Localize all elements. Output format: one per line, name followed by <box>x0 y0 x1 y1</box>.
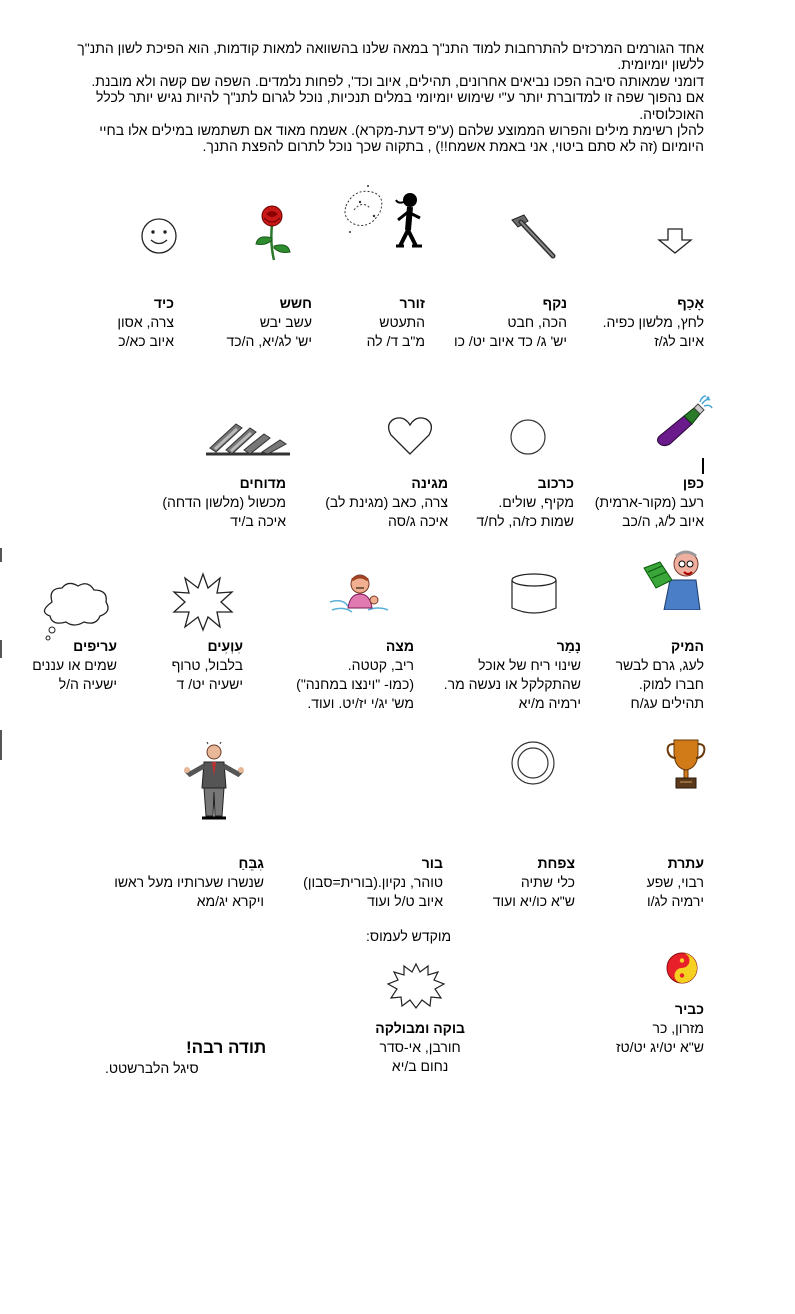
entry-source: איכה ג/סה <box>388 513 448 529</box>
entry-source: נחום ב/יא <box>391 1058 449 1074</box>
arrow-down-icon <box>655 228 695 254</box>
entry-zorer <box>367 294 425 351</box>
entry-word: כפן <box>682 475 704 491</box>
entry-meaning: לעג, גרם לבשר <box>615 657 704 673</box>
entry-meaning: טוהר, נקיון.(בורית=סבון) <box>303 874 443 890</box>
cloud-icon <box>38 580 112 644</box>
margin-mark <box>0 548 2 562</box>
entry-meaning: צרה, כאב (מגינת לב) <box>325 494 448 510</box>
entry-meaning: כלי שתיה <box>520 874 575 890</box>
entry-source: איוב ט/ל ועוד <box>367 893 443 909</box>
entry-meaning-cont: חברו למוק. <box>638 676 704 692</box>
entry-namar <box>444 637 581 713</box>
entry-word: כיד <box>153 295 174 311</box>
burst-icon <box>386 962 446 1010</box>
yin-yang-icon <box>666 952 698 984</box>
entry-word: מגינה <box>411 475 448 491</box>
dominoes-icon <box>206 418 290 458</box>
entry-source: שמות כז/ה, לח/ד <box>476 513 574 529</box>
entry-word: המיק <box>670 638 704 654</box>
entry-megina <box>325 474 448 531</box>
entry-meaning: שנשרו שערותיו מעל ראשו <box>114 874 264 890</box>
entry-meaning-cont: (כמו- "וינצו במחנה") <box>296 676 414 692</box>
entry-meaning: התעטש <box>379 314 425 330</box>
entry-source: מ"ב ד/ לה <box>366 333 425 349</box>
entry-kabir <box>616 1000 704 1057</box>
entry-word: נקף <box>542 295 567 311</box>
entry-kefen <box>595 474 704 531</box>
entry-meaning: רעב (מקור-ארמית) <box>594 494 704 510</box>
champagne-icon <box>654 394 714 450</box>
entry-source: יש' לג/יא, ה/כד <box>226 333 312 349</box>
entry-gibeach <box>114 854 264 911</box>
entry-meaning: בלבול, טרוף <box>171 657 243 673</box>
intro-paragraph: להלן רשימת מילים והפרוש הממוצע שלהם (ע"פ דעת-מקרא). אשמח מאוד אם תשתמשו במילים אלו בחיי היומיום (זה לא סתם ביטוי, אני באמת אשמח!!) , בתקוה שכך נוכל לתרום להפצת התנך. <box>99 122 704 155</box>
entry-hashash <box>227 294 312 351</box>
entry-word: צפחת <box>537 855 575 871</box>
entry-meaning: מכשול (מלשון הדחה) <box>162 494 286 510</box>
entry-source: ירמיה מ/יא <box>518 695 581 711</box>
heart-icon <box>386 416 434 456</box>
entry-matza <box>296 637 414 713</box>
circle-icon <box>509 418 547 456</box>
intro-paragraph: אחד הגורמים המרכזים להתרחבות למוד התנ"ך במאה שלנו בהשוואה למאות קודמות, הוא הפיכת לשון התנ"ך ללשון יומיומית. <box>77 40 704 73</box>
entry-word: מדוחים <box>239 475 286 491</box>
entry-meaning: הכה, חבט <box>507 314 567 330</box>
entry-source: ש"א יט/יג יט/טז <box>615 1039 704 1055</box>
entry-word: חשש <box>279 295 312 311</box>
entry-madukhim <box>162 474 286 531</box>
entry-word: עריפים <box>73 638 117 654</box>
entry-meaning: שינוי ריח של אוכל <box>478 657 581 673</box>
entry-ateret <box>647 854 704 911</box>
entry-word: בוקה ומבולקה <box>375 1020 465 1036</box>
starburst-icon <box>172 572 234 632</box>
entry-meaning: לחץ, מלשון כפיה. <box>602 314 704 330</box>
entry-buka <box>375 1019 465 1076</box>
entry-hemik <box>616 637 704 713</box>
entry-word: בור <box>421 855 443 871</box>
entry-word: נָמַר <box>556 638 581 654</box>
entry-source: יש' ג/ כד איוב יט/ כו <box>454 333 567 349</box>
sneezing-man-icon <box>340 182 428 252</box>
entry-source: מש' יג/י יז/יט. ועוד. <box>307 695 414 711</box>
entry-word: מצה <box>385 638 414 654</box>
entry-kid <box>117 294 174 351</box>
entry-word: אָכַף <box>677 295 704 311</box>
intro-paragraph: דומני שמאותה סיבה הפכו נביאים אחרונים, תהילים, איוב וכד', לפחות נלמדים. השפה שם קשה ולא מובנת. אם נהפוך שפה זו למדוברת יותר ע"י שימוש יומיומי במלים תנכיות, נוכל לגרום לתנ"ך להיות נגיש יותר לכלל האוכלוסיה. <box>91 72 704 122</box>
entry-source: ישעיה יט/ ד <box>176 676 243 692</box>
entry-meaning-cont: שהתקלקל או נעשה מר. <box>443 676 581 692</box>
hammer-icon <box>508 212 556 260</box>
entry-word: גִבֵּחַ <box>238 855 264 871</box>
rose-icon <box>250 204 294 262</box>
dedication: מוקדש לעמוס: <box>366 928 452 944</box>
entry-meaning: חורבן, אי-סדר <box>379 1039 461 1055</box>
smiley-icon <box>140 217 178 255</box>
trophy-icon <box>666 738 706 794</box>
entry-source: איוב כא/כ <box>118 333 174 349</box>
entry-meaning: עשב יבש <box>259 314 312 330</box>
entry-arifim <box>32 637 117 694</box>
entry-meaning: מזרון, כר <box>652 1020 704 1036</box>
entry-meaning: מקיף, שולים. <box>498 494 574 510</box>
entry-word: עתרת <box>667 855 704 871</box>
entry-source: איוב לג/ז <box>654 333 704 349</box>
entry-ouim <box>172 637 243 694</box>
entry-bor <box>303 854 443 911</box>
margin-mark <box>0 730 2 760</box>
entry-karkov <box>477 474 574 531</box>
margin-mark <box>0 640 2 658</box>
entry-source: תהילים עג/ח <box>630 695 704 711</box>
intro-text <box>70 40 704 155</box>
entry-nakaf <box>454 294 567 351</box>
thanks-text: תודה רבה! <box>186 1038 267 1057</box>
ring-icon <box>510 740 556 786</box>
entry-source: איכה ב/יד <box>230 513 286 529</box>
entry-word: זורר <box>399 295 425 311</box>
bald-man-icon <box>184 742 244 820</box>
entry-tzapahat <box>493 854 575 911</box>
signature: סיגל הלברשטט. <box>105 1060 199 1076</box>
entry-word: עִוְעִים <box>207 638 243 654</box>
money-man-icon <box>642 546 708 610</box>
text-cursor <box>702 458 704 474</box>
entry-word: כרכוב <box>537 475 574 491</box>
entry-source: ישעיה ה/ל <box>58 676 117 692</box>
entry-meaning: ריב, קטטה. <box>347 657 414 673</box>
entry-meaning: צרה, אסון <box>117 314 174 330</box>
entry-akhaf <box>603 294 704 351</box>
entry-source: ש"א כו/יא ועוד <box>492 893 575 909</box>
entry-source: ויקרא יג/מא <box>196 893 264 909</box>
entry-word: כביר <box>675 1001 704 1017</box>
entry-source: ירמיה לג/ו <box>646 893 704 909</box>
angry-man-icon <box>328 572 392 616</box>
entry-meaning: רבוי, שפע <box>646 874 704 890</box>
entry-meaning: שמים או עננים <box>32 657 117 673</box>
cylinder-icon <box>510 572 558 616</box>
entry-source: איוב ל/ג, ה/כב <box>622 513 704 529</box>
